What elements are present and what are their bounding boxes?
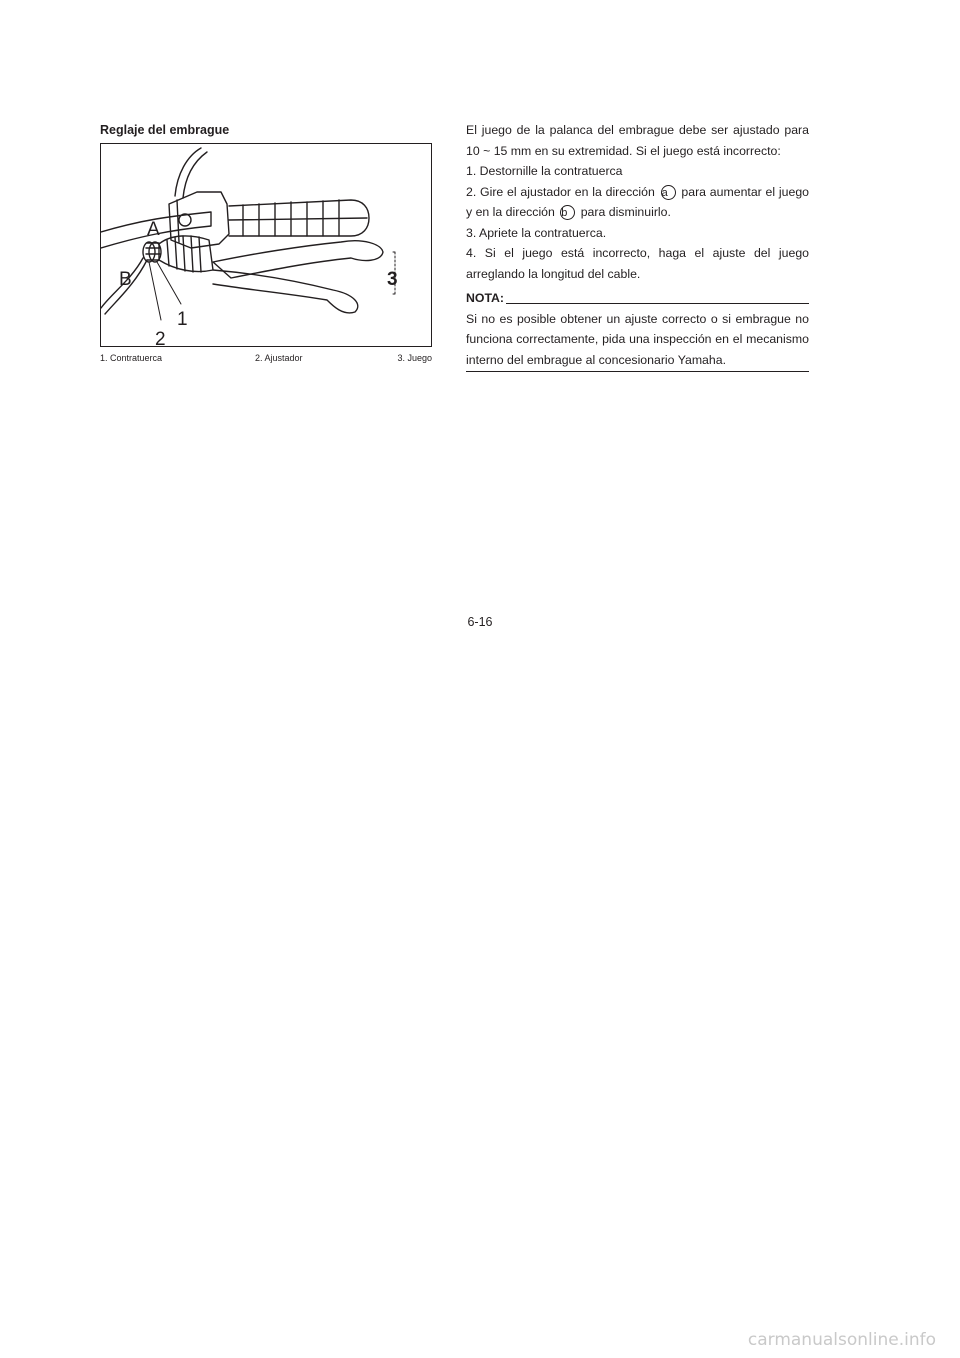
- step-4: 4. Si el juego está incorrecto, haga el ajuste del juego arreglando la longitud del cable.: [466, 246, 809, 281]
- clutch-lever-illustration: [100, 143, 432, 347]
- caption-adjuster: 2. Ajustador: [255, 353, 303, 363]
- free-play-callout: 3: [387, 269, 398, 290]
- section-title: Reglaje del embrague: [100, 123, 230, 137]
- direction-b-label: B: [119, 269, 132, 290]
- note-rule: [506, 303, 809, 304]
- note-text: Si no es posible obtener un ajuste correcto o si embrague no funciona correctamente, pida una inspección en el mecanismo interno del embrague al concesionario Yamaha.: [466, 311, 809, 367]
- direction-a-label: A: [147, 219, 160, 240]
- intro-paragraph: El juego de la palanca del embrague debe ser ajustado para 10 ~ 15 mm en su extremidad. Si el juego está incorrecto:: [466, 123, 809, 158]
- step-3: 3. Apriete la contratuerca.: [466, 225, 607, 240]
- watermark: carmanualsonline.info: [747, 1330, 936, 1350]
- locknut-callout: 1: [177, 309, 188, 330]
- instructions-column: [466, 120, 809, 372]
- page-number: 6-16: [467, 615, 493, 629]
- step-2-part-1: 2. Gire el ajustador en la dirección: [466, 184, 659, 199]
- caption-locknut: 1. Contratuerca: [100, 353, 163, 363]
- step-2: [466, 182, 809, 223]
- adjuster-callout: 2: [155, 329, 166, 346]
- note-end-rule: [466, 371, 809, 372]
- note-label: NOTA:: [466, 291, 505, 305]
- caption-free-play: 3. Juego: [397, 353, 432, 363]
- step-2-part-3: para disminuirlo.: [577, 205, 671, 219]
- step-1: 1. Destornille la contratuerca: [466, 164, 623, 178]
- direction-a-marker: a: [661, 185, 676, 200]
- clutch-lever-drawing: [101, 144, 431, 346]
- direction-b-marker: b: [560, 205, 575, 220]
- step-2-part-2: para aumentar el juego y en la dirección: [466, 184, 809, 219]
- note-heading: [466, 288, 809, 309]
